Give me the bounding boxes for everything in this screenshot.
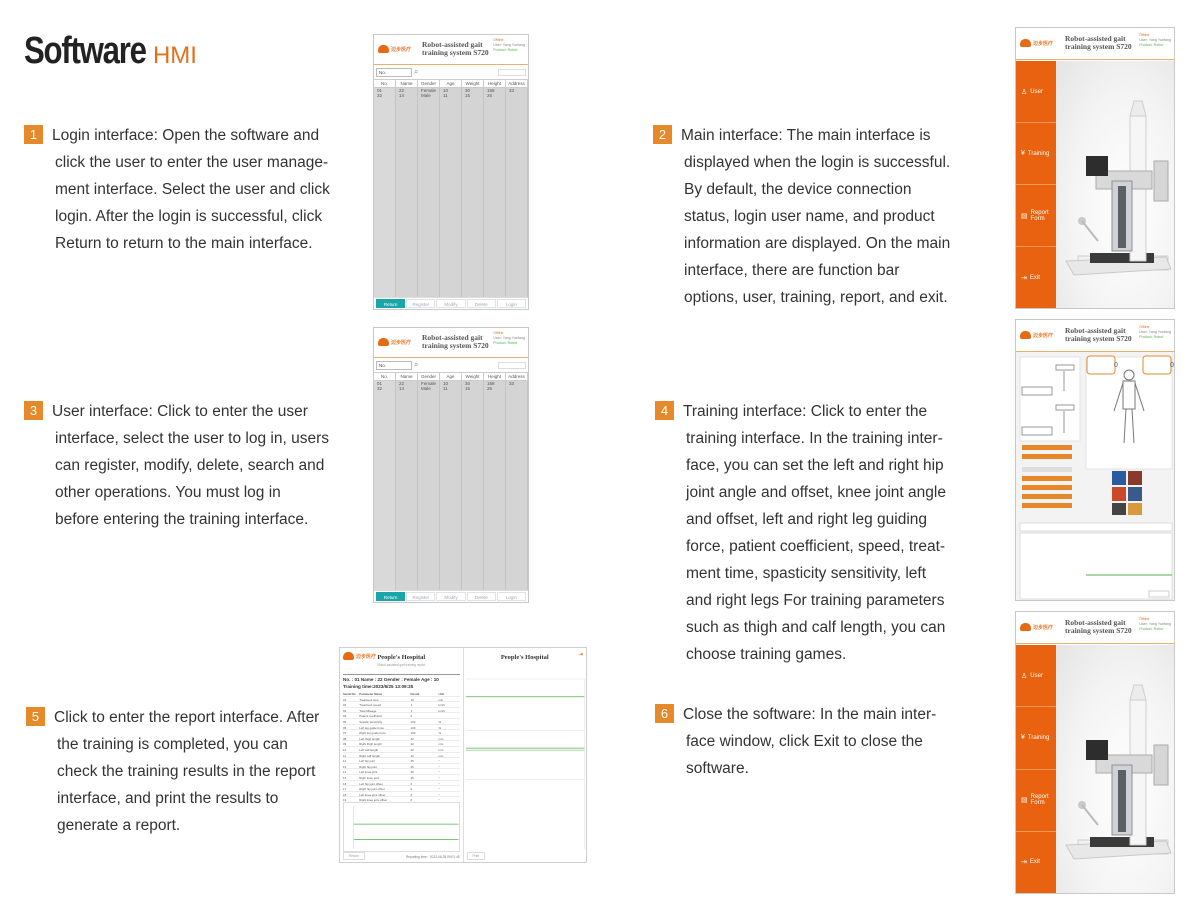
table-cell: km/h	[438, 708, 445, 713]
step-3	[24, 398, 344, 533]
patient-info: No. : 01 Name : 22 Gender : Female Age : 10	[343, 674, 460, 682]
table-cell: 06	[343, 725, 347, 730]
report-return-button[interactable]: Return	[343, 852, 365, 860]
step-4	[655, 398, 985, 668]
table-cell: 05	[343, 720, 347, 724]
table-cell: 07	[343, 731, 347, 736]
table-cell: Result	[410, 692, 420, 696]
table-cell: 02	[343, 703, 347, 708]
sidebar-item-report[interactable]: ▤ Report Form	[1016, 770, 1056, 832]
table-row	[343, 698, 460, 703]
step-badge: 4	[655, 401, 674, 420]
step-text-line: status, login user name, and product	[684, 208, 935, 225]
table-cell: Patient coefficient	[359, 714, 383, 719]
report-footer	[343, 852, 460, 860]
step-text-line: ment interface. Select the user and click	[55, 181, 330, 198]
app-header	[374, 328, 528, 358]
table-cell: mm	[438, 748, 444, 752]
step-text-line: Login interface: Open the software and	[52, 127, 320, 144]
table-cell: 100	[410, 725, 416, 730]
table-cell: Left knee joint offset	[359, 792, 386, 797]
app-logo: 迈步医疗	[378, 45, 411, 53]
step-text-line: and offset, left and right leg guiding	[686, 511, 927, 528]
table-cell: Right knee joint offset	[359, 798, 388, 803]
app-status: Offline User: Yang Yuefang Product: Robot	[1139, 33, 1171, 47]
robot-image	[1056, 61, 1174, 308]
print-button[interactable]: Print	[467, 852, 486, 860]
step-6	[655, 701, 985, 782]
app-logo: 迈步医疗	[1020, 39, 1053, 47]
return-button[interactable]: Return	[376, 299, 405, 308]
table-header: No. Name Gender Age Weight Height Address	[374, 79, 528, 88]
table-cell: Right leg guide force	[359, 731, 386, 736]
app-logo: 迈步医疗	[378, 338, 411, 346]
table-cell: 18	[343, 792, 347, 797]
table-cell: 04	[343, 714, 347, 719]
table-cell: 10	[343, 748, 347, 752]
training-icon: ¥	[1021, 150, 1025, 157]
table-cell: 17	[343, 787, 347, 792]
search-input[interactable]: No.	[376, 68, 412, 77]
step-text-line: training interface. In the training inter-	[686, 430, 943, 447]
delete-button[interactable]: Delete	[467, 299, 496, 308]
step-text-line: login. After the login is successful, click	[55, 208, 323, 225]
table-row	[343, 787, 460, 792]
app-title: Robot-assisted gait training system S720	[1065, 326, 1132, 343]
step-2	[653, 122, 983, 311]
table-cell: Right knee joint	[359, 776, 380, 780]
table-cell: 15	[343, 776, 347, 780]
step-text-line: check the training results in the report	[57, 763, 316, 780]
report-curves	[464, 660, 587, 860]
table-actions	[374, 297, 528, 309]
step-text-line: Training interface: Click to enter the	[683, 403, 928, 420]
training-panel[interactable]	[1016, 353, 1175, 601]
heading-main: Software	[24, 30, 146, 72]
app-logo: 迈步医疗	[1020, 331, 1053, 339]
sidebar-item-report[interactable]: ▤ Report Form	[1016, 185, 1056, 247]
step-1	[24, 122, 344, 257]
search-input[interactable]: No.	[376, 361, 412, 370]
step-text-line: displayed when the login is successful.	[684, 154, 951, 171]
report-page-right	[464, 648, 587, 862]
step-text-line: before entering the training interface.	[55, 511, 309, 528]
step-text-line: User interface: Click to enter the user	[52, 403, 308, 420]
table-cell: 14	[343, 770, 347, 775]
sidebar-item-training[interactable]: ¥ Training	[1016, 123, 1056, 185]
step-text-line: generate a report.	[57, 817, 181, 834]
heading-sub: HMI	[152, 42, 197, 69]
table-row	[343, 709, 460, 714]
table-cell: 03	[343, 708, 347, 713]
step-text-line: information are displayed. On the main	[684, 235, 951, 252]
table-cell: %	[438, 731, 442, 736]
report-subtitle: Robot-assisted gait training report	[377, 663, 426, 667]
exit-screenshot	[1015, 611, 1175, 894]
reporting-time: Reporting time：2023-06-28 09:01:45	[405, 854, 460, 859]
table-row	[343, 770, 460, 775]
device-render	[1056, 61, 1174, 308]
return-button[interactable]: Return	[376, 592, 405, 601]
table-cell: Left thigh length	[359, 736, 380, 741]
step-text-line: Close the software: In the main inter-	[683, 706, 937, 723]
hospital-name: People's Hospital	[377, 654, 426, 661]
register-button[interactable]: Register	[406, 299, 435, 308]
report-icon: ▤	[1021, 212, 1028, 220]
app-status: Offline User: Yang Yuefang Product: Robot	[493, 38, 525, 52]
table-cell: 42	[410, 736, 414, 741]
exit-icon: ⇥	[1021, 274, 1027, 282]
table-cell: Treatment time	[359, 697, 379, 702]
table-cell: 16	[343, 781, 347, 786]
table-cell: Left hip joint	[359, 759, 375, 764]
exit-icon[interactable]: ⇥	[577, 652, 583, 658]
table-row	[343, 714, 460, 719]
step-text-line: face window, click Exit to close the	[686, 733, 923, 750]
step-text-line: software.	[686, 760, 749, 777]
sidebar-item-user[interactable]: ♙ User	[1016, 645, 1056, 707]
table-row	[343, 754, 460, 759]
table-cell: °	[438, 792, 440, 797]
page-heading	[24, 30, 197, 73]
table-cell: %	[438, 725, 442, 730]
step-5	[26, 704, 338, 839]
left-weight-value: 0	[1114, 362, 1118, 369]
table-cell: °	[438, 776, 440, 780]
hospital-name: People's Hospital	[500, 654, 549, 661]
training-icon: ¥	[1021, 734, 1025, 742]
step-text-line: the training is completed, you can	[57, 736, 288, 753]
app-header	[374, 35, 528, 65]
table-cell: °	[438, 764, 440, 769]
table-cell: mm	[438, 736, 444, 741]
step-text-line: interface, and print the results to	[57, 790, 279, 807]
table-cell: 42	[410, 742, 414, 747]
table-body[interactable]: 01 32 22 14 Female Male 10 11 30 15 158 26 33	[374, 88, 528, 297]
table-body[interactable]: 01 32 22 14 Female Male 10 11 30 15 158 26 33	[374, 381, 528, 590]
table-cell: 09	[343, 742, 347, 747]
table-row	[343, 776, 460, 781]
user-icon: ♙	[1021, 88, 1028, 96]
exit-icon: ⇥	[1021, 859, 1027, 867]
table-cell	[439, 714, 460, 718]
table-header: No. Name Gender Age Weight Height Address	[374, 372, 528, 381]
table-row	[343, 737, 460, 742]
table-cell: mm	[438, 742, 444, 747]
step-text-line: other operations. You must log in	[55, 484, 281, 501]
table-cell: 0	[410, 781, 413, 786]
sidebar-item-training[interactable]: ¥ Training	[1016, 707, 1056, 769]
step-text-line: Return to return to the main interface.	[55, 235, 313, 252]
app-status: Offline User: Yang Yuefang Product: Robot	[1139, 325, 1171, 339]
modify-button[interactable]: Modify	[436, 299, 465, 308]
table-row	[343, 793, 460, 798]
table-cell: 01	[343, 697, 347, 702]
app-header	[1016, 612, 1174, 644]
step-text-line: ment time, spasticity sensitivity, left	[686, 565, 927, 582]
report-page-left	[340, 648, 464, 862]
table-cell: 45	[410, 776, 414, 780]
table-row	[343, 759, 460, 764]
filter-field[interactable]	[498, 69, 526, 76]
delete-button[interactable]: Delete	[467, 592, 496, 601]
search-bar	[374, 360, 528, 372]
table-cell: Treatment speed	[359, 703, 382, 708]
table-cell: 45	[410, 764, 414, 769]
table-cell: Left hip joint offset	[359, 781, 383, 786]
table-cell: 1	[410, 703, 413, 708]
table-cell: °	[438, 770, 440, 775]
table-cell: 100	[410, 731, 416, 736]
search-icon[interactable]: ⌕	[414, 360, 419, 369]
user-screenshot	[373, 327, 529, 603]
table-cell: 42	[410, 753, 414, 758]
step-badge: 5	[26, 707, 45, 726]
table-cell: min	[438, 697, 444, 702]
app-status: Offline User: Yang Yuefang Product: Robot	[493, 331, 525, 345]
table-cell: 42	[410, 748, 414, 752]
table-row	[343, 720, 460, 725]
table-row	[343, 726, 460, 731]
register-button[interactable]: Register	[406, 592, 435, 601]
table-row	[343, 742, 460, 747]
step-text-line: joint angle and offset, knee joint angle	[686, 484, 946, 501]
table-cell: Spastic sensitivity	[359, 720, 383, 724]
sidebar-item-exit[interactable]: ⇥ Exit	[1021, 274, 1040, 282]
table-actions	[374, 590, 528, 602]
table-cell: km/h	[438, 703, 445, 708]
table-cell: 0	[410, 798, 413, 803]
table-cell: 45	[410, 759, 414, 764]
step-text-line: Click to enter the report interface. After	[54, 709, 320, 726]
table-cell: 08	[343, 736, 347, 741]
report-table-header	[343, 692, 460, 697]
table-cell: 12	[343, 759, 347, 764]
app-status: Offline User: Yang Yuefang Product: Robot	[1139, 617, 1171, 631]
app-header	[1016, 28, 1174, 60]
table-cell: Right hip joint offset	[359, 787, 385, 792]
user-icon: ♙	[1021, 672, 1028, 680]
table-cell: °	[438, 787, 440, 792]
app-header	[1016, 320, 1174, 352]
report-footer	[467, 852, 584, 860]
table-cell: 11	[343, 753, 347, 758]
report-chart	[343, 802, 460, 852]
filter-field[interactable]	[498, 362, 526, 369]
step-text-line: By default, the device connection	[684, 181, 912, 198]
modify-button[interactable]: Modify	[436, 592, 465, 601]
app-title: Robot-assisted gait training system S720	[422, 40, 489, 57]
table-cell: 45	[410, 770, 414, 775]
table-row	[343, 765, 460, 770]
step-text-line: can register, modify, delete, search and	[55, 457, 325, 474]
step-badge: 1	[24, 125, 43, 144]
table-cell: Right thigh length	[359, 742, 382, 747]
step-text-line: click the user to enter the user manage-	[55, 154, 329, 171]
table-cell: 10	[410, 697, 414, 702]
table-cell: Unit	[438, 692, 445, 696]
login-screenshot	[373, 34, 529, 310]
user-table	[374, 372, 528, 602]
table-cell: 0	[410, 792, 413, 797]
step-text-line: interface, select the user to log in, users	[55, 430, 329, 447]
right-weight-value: 0	[1170, 362, 1174, 369]
table-cell: °	[438, 798, 440, 803]
report-icon: ▤	[1021, 797, 1028, 805]
training-time: Training time:2023/6/25 13:09:25	[343, 684, 414, 689]
app-logo: 迈步医疗	[343, 652, 376, 660]
table-cell: 0	[410, 714, 413, 719]
app-logo: 迈步医疗	[1020, 623, 1053, 631]
table-row	[343, 731, 460, 736]
table-cell: mm	[438, 753, 444, 758]
table-cell: 0	[410, 787, 413, 792]
report-screenshot	[339, 647, 587, 863]
sidebar	[1016, 645, 1056, 893]
user-table	[374, 79, 528, 309]
table-cell: Parameter Name	[359, 692, 383, 696]
table-cell: °	[438, 781, 440, 786]
step-text-line: choose training games.	[686, 646, 847, 663]
step-text-line: force, patient coefficient, speed, treat-	[686, 538, 946, 555]
table-row	[343, 748, 460, 753]
table-cell: Left leg guide force	[359, 725, 384, 730]
training-screenshot	[1015, 319, 1175, 601]
login-button[interactable]: Login	[497, 299, 526, 308]
table-cell: Total Mileage	[359, 708, 377, 713]
step-badge: 6	[655, 704, 674, 723]
table-cell: Left calf length	[359, 748, 379, 752]
table-cell: %	[438, 720, 442, 724]
table-row	[343, 782, 460, 787]
table-cell: Right hip joint	[359, 764, 377, 769]
app-title: Robot-assisted gait training system S720	[422, 333, 489, 350]
table-cell: 19	[343, 798, 347, 803]
sidebar-item-user[interactable]: ♙ User	[1016, 61, 1056, 123]
table-cell: 1	[410, 708, 413, 713]
device-render	[1056, 645, 1174, 893]
app-title: Robot-assisted gait training system S720	[1065, 34, 1132, 51]
step-text-line: options, user, training, report, and exit.	[684, 289, 948, 306]
step-text-line: interface, there are function bar	[684, 262, 900, 279]
table-cell: Left knee joint	[359, 770, 378, 775]
step-text-line: face, you can set the left and right hip	[686, 457, 944, 474]
table-cell: °	[438, 759, 440, 764]
table-cell: Serial No.	[343, 692, 357, 696]
table-cell: Right calf length	[359, 753, 381, 758]
search-bar	[374, 67, 528, 79]
table-cell: 100	[410, 720, 416, 724]
app-title: Robot-assisted gait training system S720	[1065, 618, 1132, 635]
sidebar-item-exit[interactable]: ⇥ Exit	[1021, 859, 1040, 867]
step-badge: 2	[653, 125, 672, 144]
robot-image	[1056, 645, 1174, 893]
login-button[interactable]: Login	[497, 592, 526, 601]
step-text-line: Main interface: The main interface is	[681, 127, 931, 144]
table-cell: 13	[343, 764, 347, 769]
main-screenshot	[1015, 27, 1175, 309]
step-text-line: such as thigh and calf length, you can	[686, 619, 946, 636]
step-text-line: and right legs For training parameters	[686, 592, 945, 609]
table-row	[343, 703, 460, 708]
search-icon[interactable]: ⌕	[414, 67, 419, 76]
sidebar	[1016, 61, 1056, 308]
step-badge: 3	[24, 401, 43, 420]
